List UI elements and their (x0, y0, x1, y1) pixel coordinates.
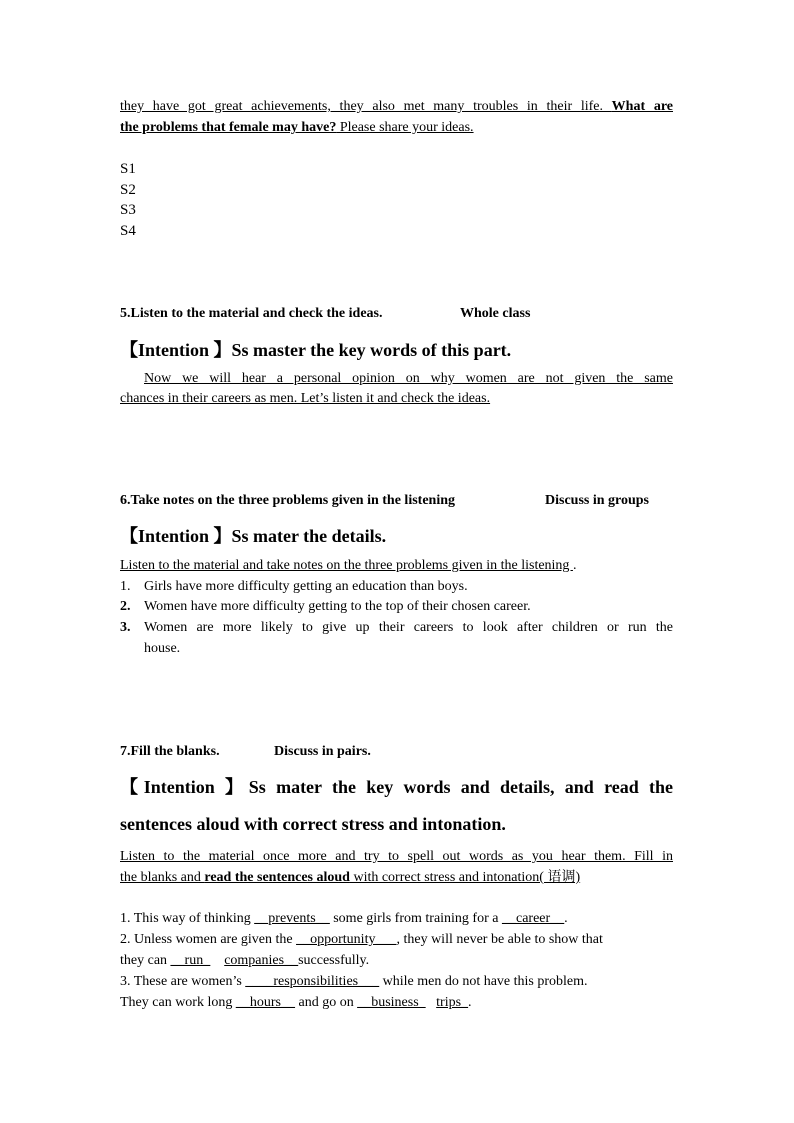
section5-text-1: Now we will hear a personal opinion on why women are not given the same (144, 371, 673, 386)
list-item (120, 619, 673, 637)
section7-instruction-1: Listen to the material once more and try to spell out words as you hear them. Fill in (120, 849, 673, 864)
answer-blank: __run_ (170, 953, 211, 968)
section5-mode: Whole class (460, 306, 531, 321)
student-3: S3 (120, 202, 136, 218)
section7-instruction-2 (120, 869, 673, 887)
question-text: They can work long (120, 995, 236, 1010)
section5-title: 5.Listen to the material and check the ideas. (120, 306, 383, 321)
question-3 (120, 973, 673, 991)
instruction-text: with correct stress and intonation( 语调) (349, 870, 581, 885)
question-text: some girls from training for a (329, 911, 502, 926)
intro-question: the problems that female may have? (120, 120, 337, 135)
section7-title: 7.Fill the blanks. (120, 744, 220, 759)
question-2 (120, 931, 673, 949)
instruction-text: the blanks and (120, 870, 205, 885)
question-text: while men do not have this problem. (379, 974, 588, 989)
answer-blank: ____responsibilities___ (245, 974, 380, 989)
answer-blank: __business (357, 995, 426, 1010)
student-1: S1 (120, 161, 136, 177)
question-spacer (210, 953, 224, 968)
list-text: Women are more likely to give up their careers to look after children or run the (144, 620, 673, 635)
answer-blank: __prevents__ (254, 911, 330, 926)
list-item (120, 598, 673, 616)
section5-intention: 【Intention 】Ss master the key words of this part. (120, 340, 512, 360)
answer-blank: __opportunity___ (296, 932, 397, 947)
intro-prompt: Please share your ideas. (336, 120, 474, 135)
question-text: and go on (294, 995, 358, 1010)
section7-heading (120, 744, 371, 760)
question-text: , they will never be able to show that (396, 932, 603, 947)
section6-instruction-text: Listen to the material and take notes on the three problems given in the listening (120, 558, 573, 573)
intro-line-1 (120, 98, 673, 116)
list-text: Girls have more difficulty getting an education than boys. (144, 579, 468, 594)
answer-blank: __career__ (501, 911, 565, 926)
intro-question-start: What are (611, 99, 673, 114)
section7-intention-line-2: sentences aloud with correct stress and intonation. (120, 814, 506, 834)
section7-mode: Discuss in pairs. (274, 744, 371, 759)
question-1 (120, 910, 673, 928)
instruction-emphasis: read the sentences aloud (204, 870, 350, 885)
section6-intention: 【Intention 】Ss mater the details. (120, 526, 387, 546)
question-text: 2. Unless women are given the (120, 932, 297, 947)
list-number: 2. (120, 599, 131, 614)
list-item-continuation: house. (144, 641, 181, 656)
question-text: 1. This way of thinking (120, 911, 255, 926)
list-text: Women have more difficulty getting to the top of their chosen career. (144, 599, 531, 614)
answer-blank: __hours__ (235, 995, 295, 1010)
intro-text: they have got great achievements, they also met many troubles in their life. (120, 99, 612, 114)
list-number: 3. (120, 620, 131, 635)
answer-blank: companies__ (224, 953, 299, 968)
section5-heading (120, 306, 531, 322)
section6-heading (120, 493, 650, 509)
question-2-continued (120, 952, 673, 970)
section7-intention-line-1: 【Intention 】Ss mater the key words and details, and read the (120, 777, 673, 797)
question-text: they can (120, 953, 171, 968)
list-number: 1. (120, 579, 131, 594)
list-item (120, 578, 673, 596)
question-3-continued (120, 994, 673, 1012)
answer-blank: trips_ (436, 995, 469, 1010)
question-text: 3. These are women’s (120, 974, 246, 989)
section6-instruction (120, 557, 673, 575)
intro-line-2 (120, 119, 673, 137)
section6-instruction-end: . (572, 558, 577, 573)
question-text: successfully. (298, 953, 370, 968)
student-2: S2 (120, 182, 136, 198)
question-text: . (564, 911, 568, 926)
question-text: . (468, 995, 472, 1010)
student-4: S4 (120, 223, 136, 239)
section6-mode: Discuss in groups (545, 493, 650, 508)
question-spacer (426, 995, 437, 1010)
section6-title: 6.Take notes on the three problems given in the listening (120, 493, 455, 508)
section5-text-2: chances in their careers as men. Let’s listen it and check the ideas. (120, 391, 491, 406)
